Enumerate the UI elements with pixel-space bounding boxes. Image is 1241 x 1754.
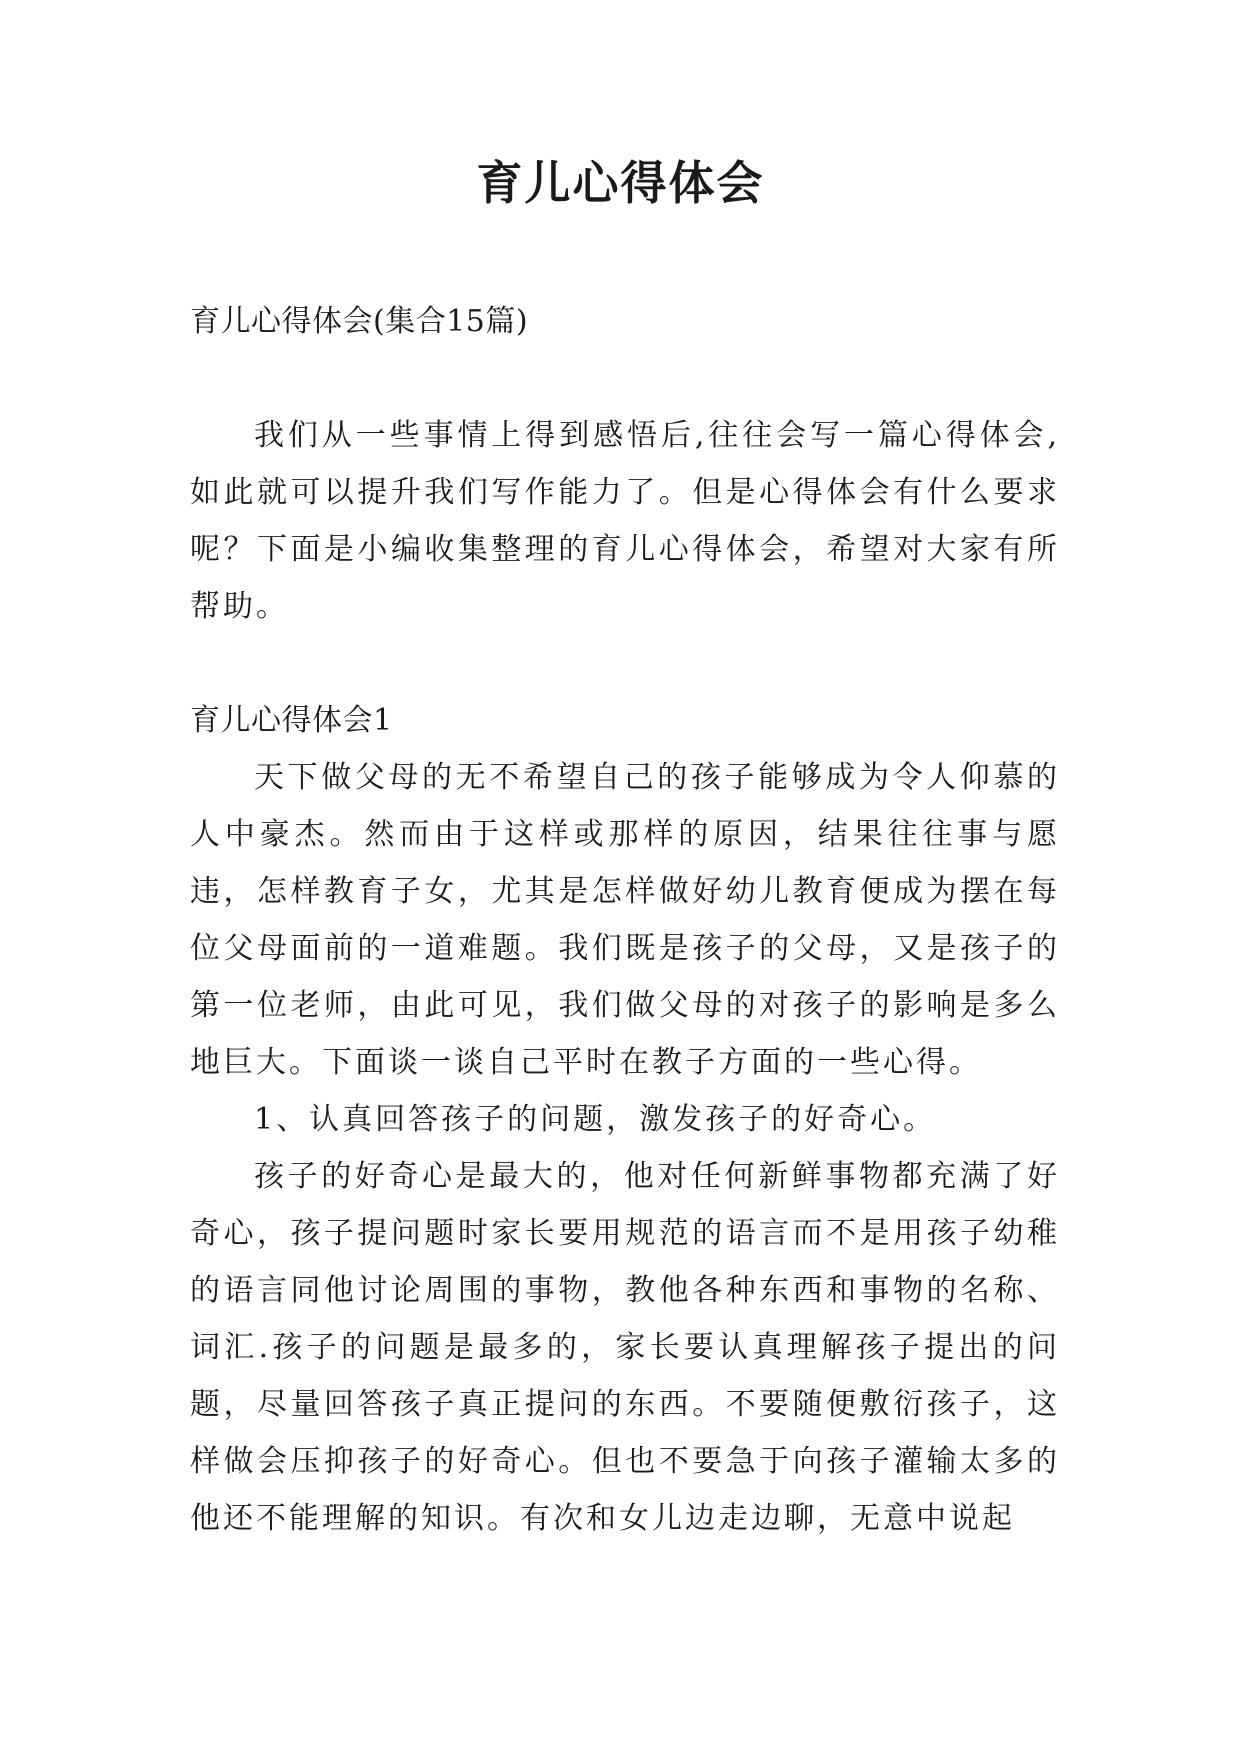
intro-paragraph: 我们从一些事情上得到感悟后,往往会写一篇心得体会,如此就可以提升我们写作能力了。但是心得体会有什么要求呢？下面是小编收集整理的育儿心得体会，希望对大家有所帮助。 bbox=[190, 418, 1060, 624]
spacer bbox=[190, 635, 1060, 692]
document-body bbox=[190, 293, 1060, 1547]
document-title: 育儿心得体会 bbox=[476, 156, 765, 210]
body-paragraph: 1、认真回答孩子的问题，激发孩子的好奇心。 bbox=[254, 1102, 937, 1137]
document-subtitle: 育儿心得体会(集合15篇) bbox=[190, 304, 529, 339]
body-paragraph: 孩子的好奇心是最大的，他对任何新鲜事物都充满了好奇心，孩子提问题时家长要用规范的语言而不是用孩子幼稚的语言同他讨论周围的事物，教他各种东西和事物的名称、词汇.孩子的问题是最多的，家长要认真理解孩子提出的问题，尽量回答孩子真正提问的东西。不要随便敷衍孩子，这样做会压抑孩子的好奇心。但也不要急于向孩子灌输太多的他还不能理解的知识。有次和女儿边走边聊，无意中说起 bbox=[190, 1159, 1060, 1536]
body-paragraph: 天下做父母的无不希望自己的孩子能够成为令人仰慕的人中豪杰。然而由于这样或那样的原因，结果往往事与愿违，怎样教育子女，尤其是怎样做好幼儿教育便成为摆在每位父母面前的一道难题。我们既是孩子的父母，又是孩子的第一位老师，由此可见，我们做父母的对孩子的影响是多么地巨大。下面谈一谈自己平时在教子方面的一些心得。 bbox=[190, 760, 1060, 1080]
section-heading: 育儿心得体会1 bbox=[190, 703, 393, 738]
spacer bbox=[190, 350, 1060, 407]
